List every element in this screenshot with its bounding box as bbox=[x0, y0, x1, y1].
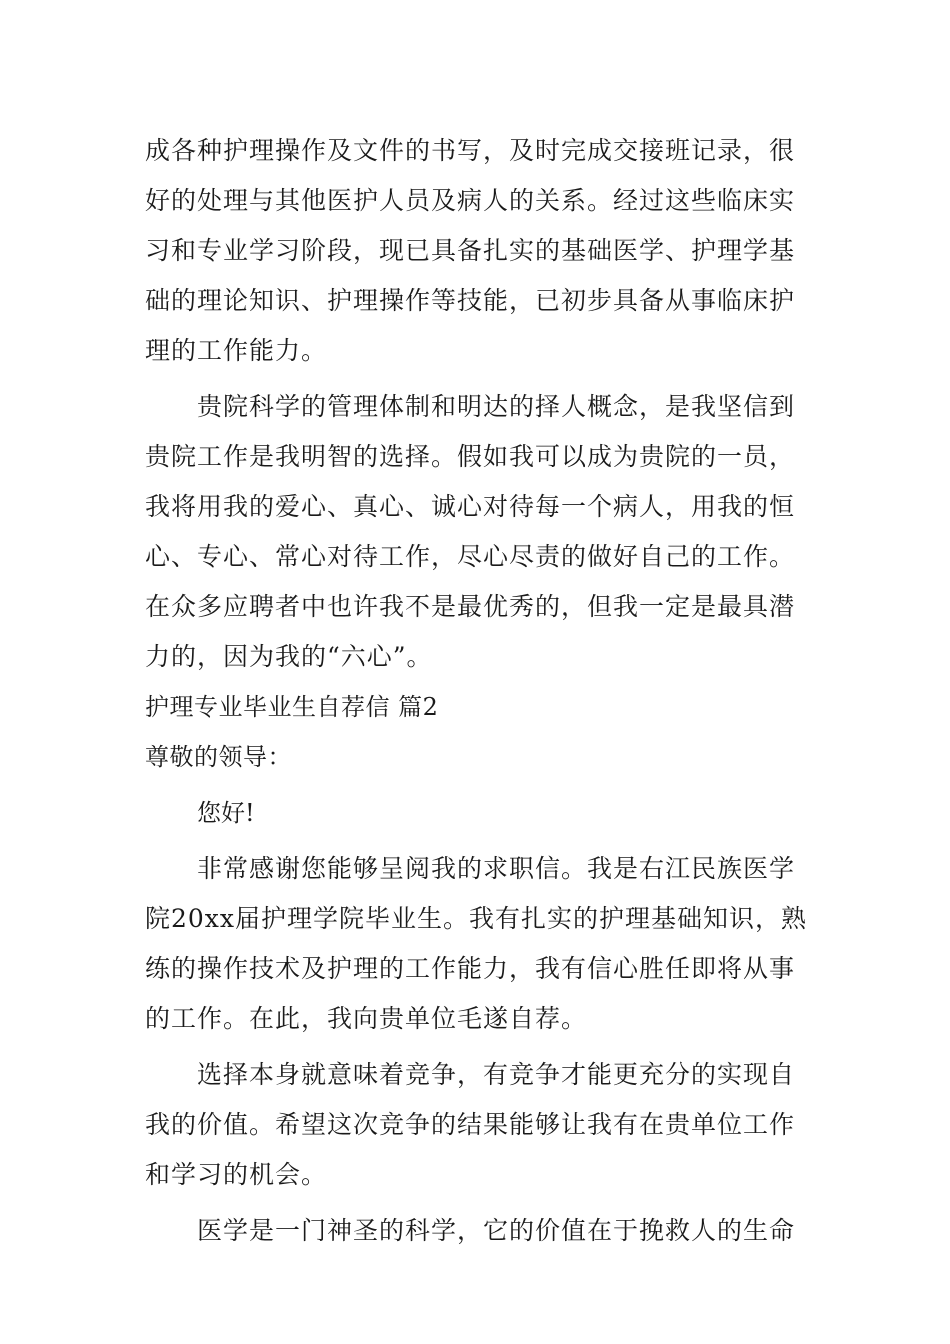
salutation: 尊敬的领导： bbox=[145, 743, 292, 771]
text-line: 非常感谢您能够呈阅我的求职信。我是右江民族医学 bbox=[197, 854, 796, 883]
text-line: 练的操作技术及护理的工作能力，我有信心胜任即将从事 bbox=[145, 954, 796, 983]
text-line: 础的理论知识、护理操作等技能，已初步具备从事临床护 bbox=[145, 286, 796, 315]
text-line: 我将用我的爱心、真心、诚心对待每一个病人，用我的恒 bbox=[145, 492, 796, 521]
text-line: 力的，因为我的“六心”。 bbox=[145, 642, 433, 671]
text-line: 我的价值。希望这次竞争的结果能够让我有在贵单位工作 bbox=[145, 1110, 796, 1139]
document-body bbox=[145, 126, 808, 1256]
paragraph-experience bbox=[145, 126, 805, 376]
text-line: 好的处理与其他医护人员及病人的关系。经过这些临床实 bbox=[145, 186, 796, 215]
text-line: 选择本身就意味着竞争，有竞争才能更充分的实现自 bbox=[197, 1060, 796, 1089]
text-line: 贵院工作是我明智的选择。假如我可以成为贵院的一员， bbox=[145, 442, 796, 471]
text-line: 理的工作能力。 bbox=[145, 336, 328, 365]
text-line: 在众多应聘者中也许我不是最优秀的，但我一定是最具潜 bbox=[145, 592, 796, 621]
text-line: 医学是一门神圣的科学，它的价值在于挽救人的生命 bbox=[197, 1216, 796, 1245]
paragraph-hospital-choice bbox=[145, 382, 805, 682]
text-line: 院20xx届护理学院毕业生。我有扎实的护理基础知识，熟 bbox=[145, 904, 808, 933]
greeting: 您好! bbox=[197, 799, 255, 827]
paragraph-introduction bbox=[145, 844, 808, 1044]
text-line: 贵院科学的管理体制和明达的择人概念，是我坚信到 bbox=[197, 392, 796, 421]
text-line: 的工作。在此，我向贵单位毛遂自荐。 bbox=[145, 1004, 588, 1033]
text-line: 心、专心、常心对待工作，尽心尽责的做好自己的工作。 bbox=[145, 542, 796, 571]
text-line: 和学习的机会。 bbox=[145, 1160, 328, 1189]
paragraph-medicine bbox=[145, 1206, 805, 1256]
text-line: 成各种护理操作及文件的书写，及时完成交接班记录，很 bbox=[145, 136, 796, 165]
text-line: 习和专业学习阶段，现已具备扎实的基础医学、护理学基 bbox=[145, 236, 796, 265]
section-heading: 护理专业毕业生自荐信 篇2 bbox=[145, 693, 439, 721]
paragraph-competition bbox=[145, 1050, 805, 1200]
